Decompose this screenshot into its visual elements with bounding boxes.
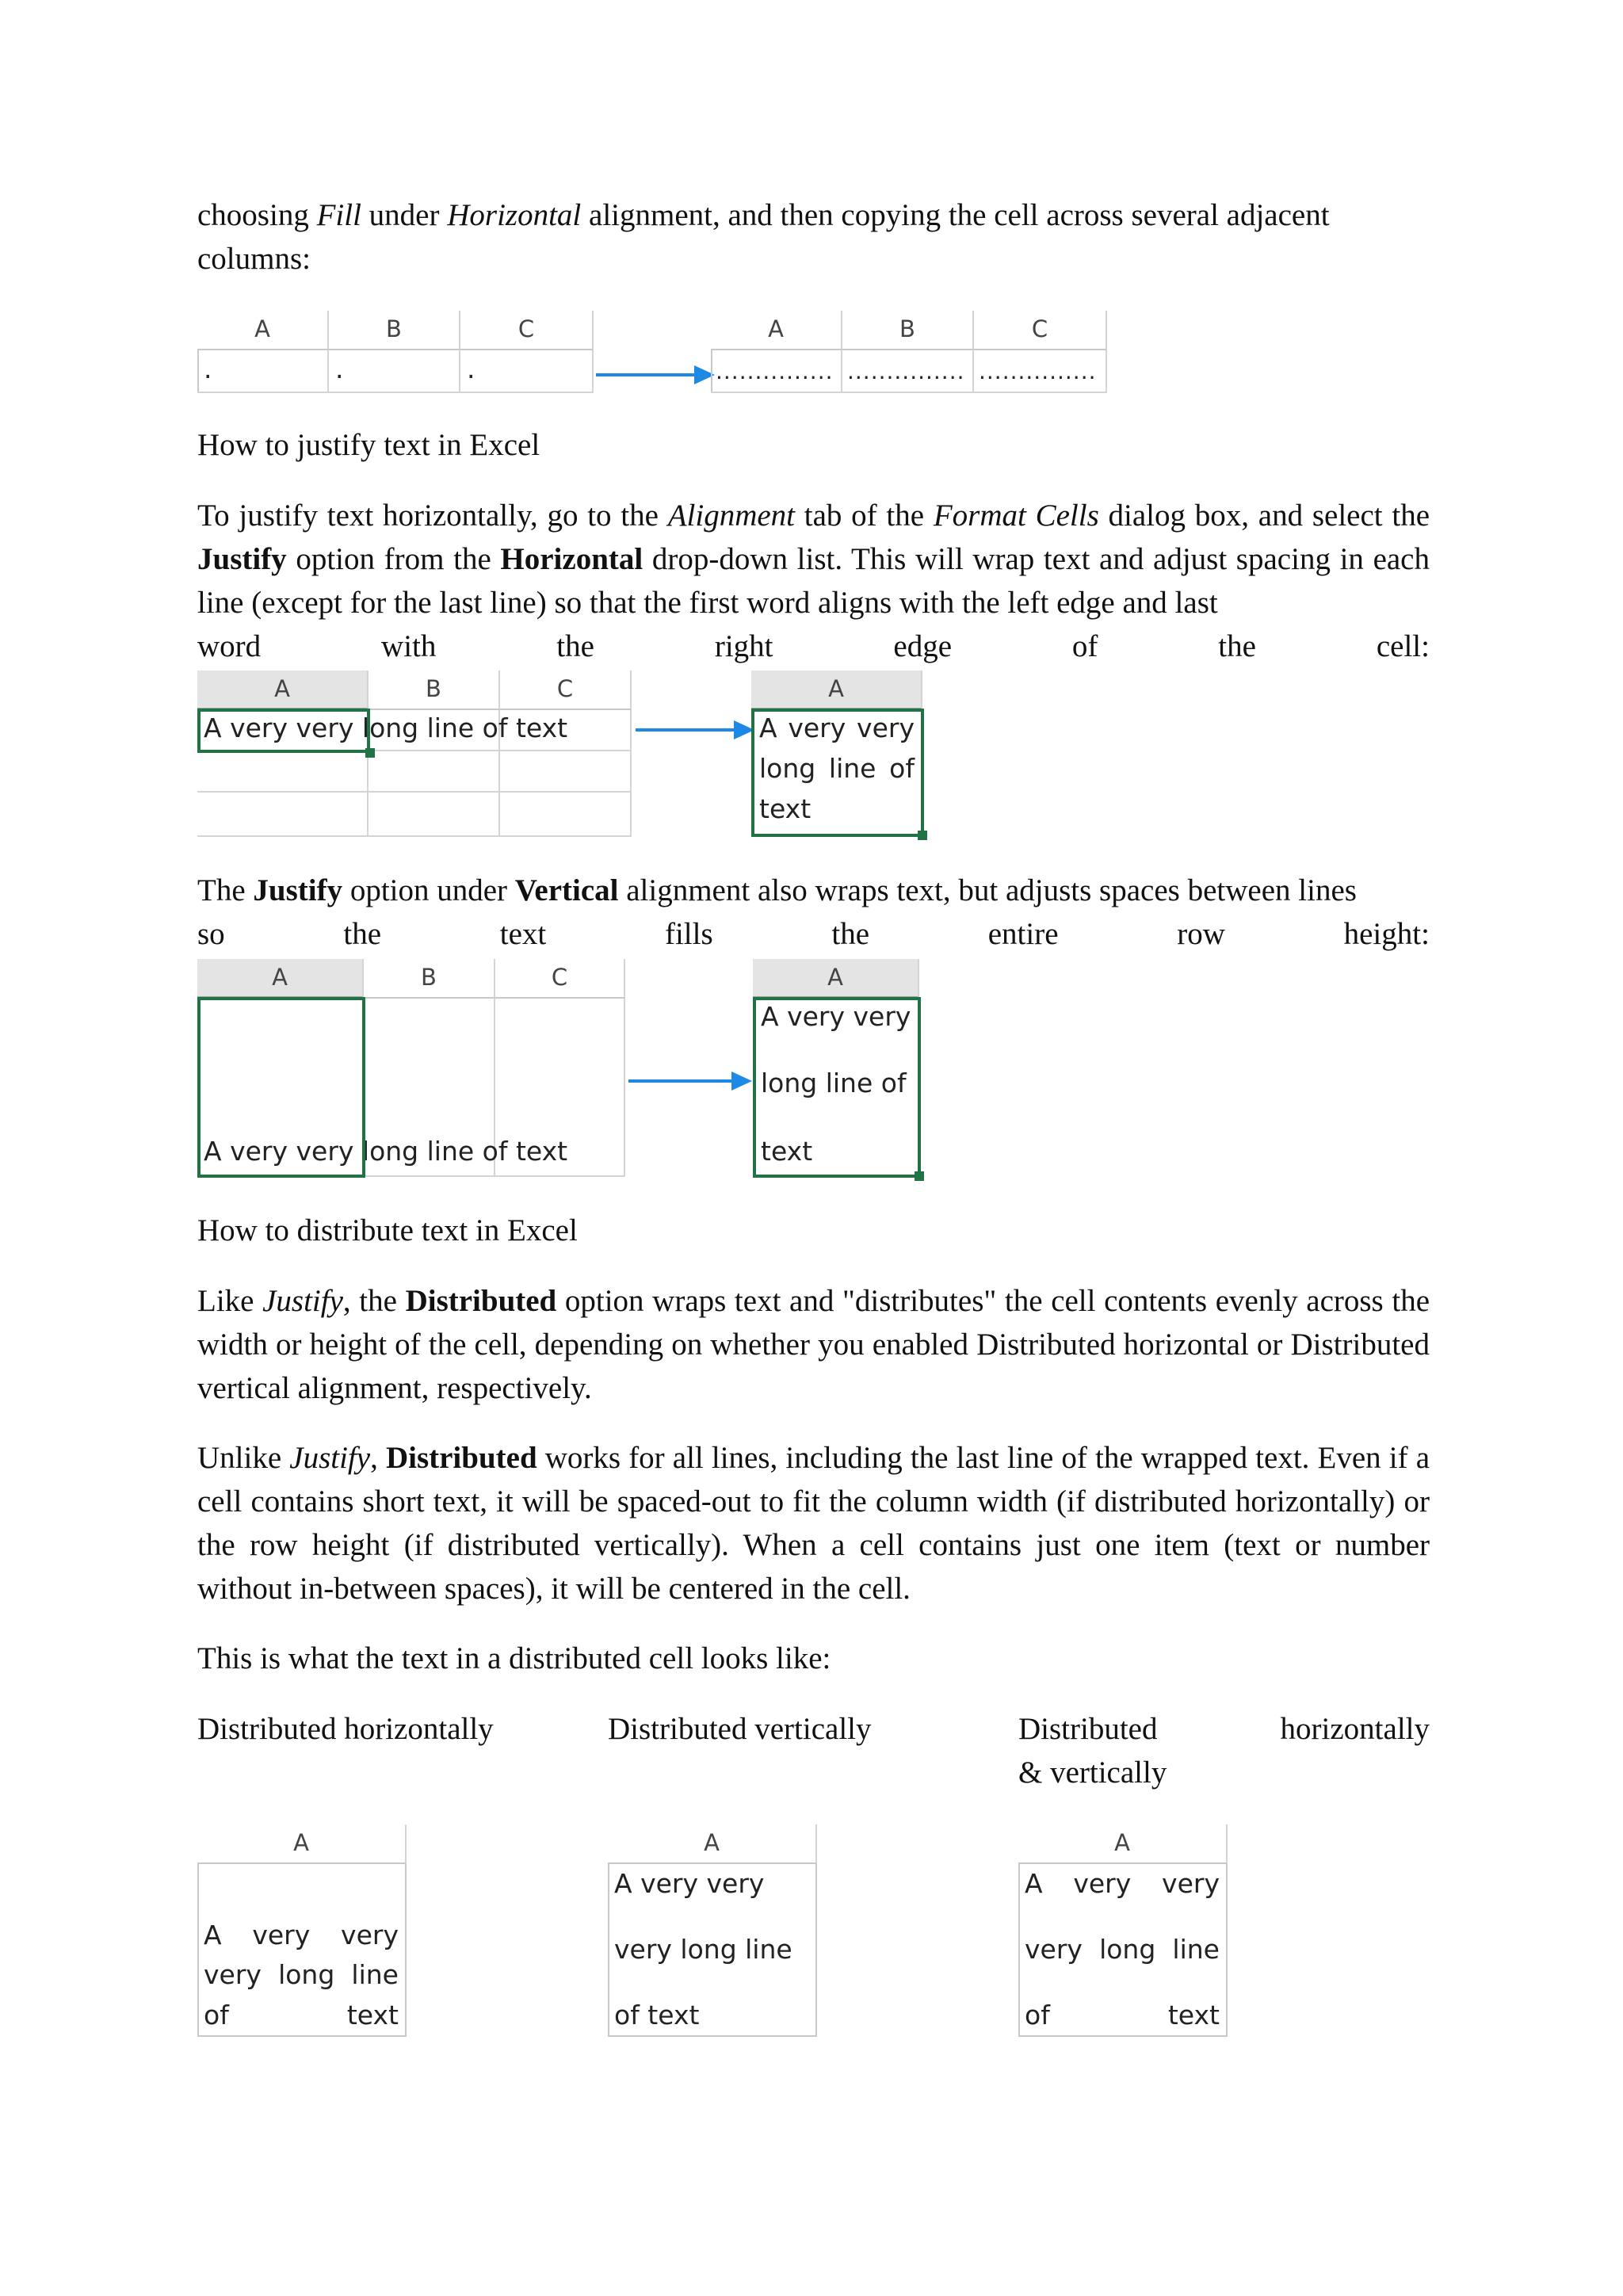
- column-header-c: C: [500, 670, 632, 710]
- distributed-line-2: very long line: [614, 1934, 792, 1965]
- cell-b2: [369, 751, 500, 793]
- cell-value: .: [204, 353, 212, 384]
- distributed-line-1: A very very: [204, 1920, 399, 1950]
- column-header-b: B: [842, 311, 974, 350]
- column-header-b: B: [369, 670, 500, 710]
- caption-distributed-both-line2: & vertically: [1018, 1755, 1167, 1790]
- cell-a2: [197, 751, 369, 793]
- distributed-line-2: very long line: [204, 1959, 399, 1990]
- wrapped-line-3: text: [761, 1136, 813, 1167]
- distributed-line-1: A very very: [1025, 1868, 1220, 1899]
- cell-b1: [842, 350, 974, 393]
- selected-cell-border: [197, 997, 365, 1178]
- wrapped-line-3: text: [759, 793, 812, 824]
- cell-a1-text: A very very long line of text: [204, 1136, 568, 1167]
- column-header-a: A: [197, 670, 369, 710]
- arrow-right-icon: [628, 1069, 754, 1093]
- fill-handle[interactable]: [365, 748, 375, 758]
- caption-distributed-horizontally: Distributed horizontally: [197, 1712, 494, 1746]
- distributed-line-2: very long line: [1025, 1934, 1220, 1965]
- cell-value: .: [467, 353, 475, 384]
- figure-justify-v-before: [197, 959, 625, 1177]
- wrapped-line-2: long line of: [759, 753, 915, 784]
- cell-c3: [500, 793, 632, 837]
- figure-distributed-both: [1018, 1824, 1228, 2037]
- column-header-a: A: [1018, 1824, 1228, 1864]
- caption-distributed-vertically: Distributed vertically: [608, 1712, 872, 1746]
- cell-c1: [460, 350, 594, 393]
- heading-distribute: How to distribute text in Excel: [197, 1213, 578, 1247]
- column-header-a: A: [753, 959, 919, 999]
- wrapped-line-1: A very very: [761, 1001, 911, 1032]
- wrapped-line-1: A very very: [759, 712, 915, 743]
- column-header-a: A: [711, 311, 842, 350]
- cell-value: ...............: [716, 358, 834, 384]
- cell-c2: [500, 751, 632, 793]
- paragraph-fill-intro-line2: columns:: [197, 242, 311, 276]
- paragraph-justify-vertical-last-line: so the text fills the entire row height:: [197, 917, 1430, 951]
- figure-fill-before: [197, 311, 594, 393]
- heading-justify: How to justify text in Excel: [197, 428, 540, 462]
- column-header-a: A: [197, 1824, 407, 1864]
- figure-distributed-horizontally: [197, 1824, 407, 2037]
- paragraph-fill-intro: choosing Fill under Horizontal alignment, and then copying the cell across several adjacent: [197, 198, 1330, 232]
- selected-cell-border: [197, 709, 370, 753]
- distributed-line-3: of text: [1025, 2000, 1220, 2030]
- cell-b1: [329, 350, 460, 393]
- column-header-a: A: [608, 1824, 817, 1864]
- column-header-a: A: [751, 670, 922, 710]
- paragraph-distributed-intro: Like Justify, the Distributed option wraps text and "distributes" the cell contents evenly across the width or height of the cell, depending on whether you enabled Distributed horizontal or Distributed vertical alignment, respectively.: [197, 1284, 1430, 1405]
- column-header-b: B: [364, 959, 495, 999]
- arrow-right-icon: [596, 363, 716, 387]
- wrapped-line-2: long line of: [761, 1068, 907, 1098]
- arrow-right-icon: [636, 718, 756, 742]
- paragraph-justify-horizontal: To justify text horizontally, go to the Alignment tab of the Format Cells dialog box, and select the Justify option from the Horizontal drop-down list. This will wrap text and adjust spacing in each line (except for the last line) so that the first word aligns with the left edge and last: [197, 499, 1430, 620]
- fill-handle[interactable]: [915, 1171, 924, 1181]
- column-header-a: A: [197, 311, 329, 350]
- cell-a1-text: A very very long line of text: [204, 712, 568, 743]
- figure-fill-after: [711, 311, 1107, 393]
- paragraph-justify-vertical: The Justify option under Vertical alignment also wraps text, but adjusts spaces between lines: [197, 873, 1357, 907]
- distributed-line-3: of text: [614, 2000, 700, 2030]
- paragraph-justify-horizontal-last-line: word with the right edge of the cell:: [197, 629, 1430, 663]
- figure-justify-v-after: [753, 959, 922, 1177]
- figure-justify-h-after: [751, 670, 926, 837]
- cell-a1: [197, 350, 329, 393]
- paragraph-distributed-details: Unlike Justify, Distributed works for all lines, including the last line of the wrapped text. Even if a cell contains short text, it will be spaced-out to fit the column width (if distributed horizontally) or the row height (if distributed vertically). When a cell contains just one item (text or number without in-between spaces), it will be centered in the cell.: [197, 1441, 1430, 1606]
- column-header-c: C: [495, 959, 625, 999]
- cell-value: ...............: [979, 358, 1097, 384]
- distributed-line-3: of text: [204, 2000, 399, 2030]
- column-header-c: C: [974, 311, 1107, 350]
- cell-a3: [197, 793, 369, 837]
- cell-value: ...............: [847, 358, 965, 384]
- fill-handle[interactable]: [918, 831, 927, 840]
- caption-distributed-both-line1: Distributed horizontally: [1018, 1712, 1430, 1746]
- column-header-b: B: [329, 311, 460, 350]
- cell-c1: [974, 350, 1107, 393]
- figure-justify-h-before: [197, 670, 632, 837]
- paragraph-distributed-example: This is what the text in a distributed cell looks like:: [197, 1641, 831, 1675]
- figure-distributed-vertically: [608, 1824, 817, 2037]
- column-header-c: C: [460, 311, 594, 350]
- distributed-line-1: A very very: [614, 1868, 765, 1899]
- cell-a1: [711, 350, 842, 393]
- cell-value: .: [335, 353, 344, 384]
- column-header-a: A: [197, 959, 364, 999]
- cell-b3: [369, 793, 500, 837]
